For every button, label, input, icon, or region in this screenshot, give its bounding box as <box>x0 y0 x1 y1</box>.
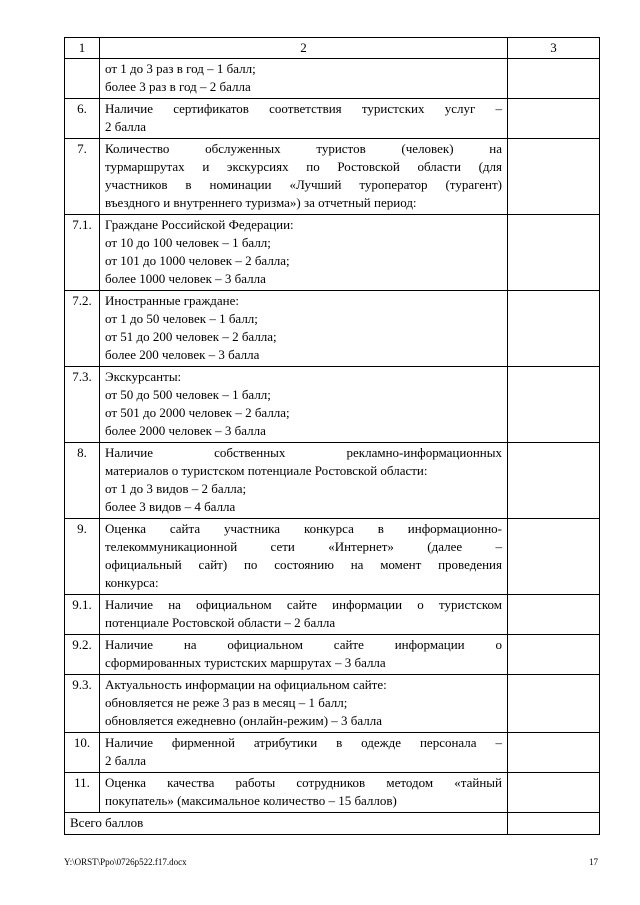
table-row <box>65 215 600 291</box>
row-number: 6. <box>65 99 100 139</box>
criterion-line: от 1 до 50 человек – 1 балл; <box>105 311 258 326</box>
criterion-line: Экскурсанты: <box>105 369 182 384</box>
table-row <box>65 595 600 635</box>
score-cell[interactable] <box>508 773 600 813</box>
row-number: 7.1. <box>65 215 100 291</box>
footer-file-path: Y:\ORST\Ppo\0726p522.f17.docx <box>64 857 187 867</box>
criterion-line: Оценка сайта участника конкурса в информационно- <box>105 521 502 536</box>
criterion-line: Оценка качества работы сотрудников методом «тайный <box>105 775 502 790</box>
criterion-line: более 3 видов – 4 балла <box>105 499 236 514</box>
criterion-line: более 2000 человек – 3 балла <box>105 423 266 438</box>
table-row <box>65 99 600 139</box>
criterion-text <box>100 595 508 635</box>
criterion-line: Наличие на официальном сайте информации о <box>105 637 502 652</box>
row-number: 7.3. <box>65 367 100 443</box>
criterion-line: от 51 до 200 человек – 2 балла; <box>105 329 277 344</box>
total-label: Всего баллов <box>65 813 508 835</box>
criterion-text <box>100 675 508 733</box>
row-number: 9.1. <box>65 595 100 635</box>
criteria-table-body <box>65 38 600 835</box>
table-row <box>65 635 600 675</box>
criterion-line: 2 балла <box>105 119 146 134</box>
criterion-text <box>100 773 508 813</box>
score-cell[interactable] <box>508 595 600 635</box>
criterion-text <box>100 99 508 139</box>
criterion-line: Актуальность информации на официальном сайте: <box>105 677 387 692</box>
criterion-line: более 1000 человек – 3 балла <box>105 271 266 286</box>
table-row <box>65 59 600 99</box>
table-row <box>65 675 600 733</box>
score-cell[interactable] <box>508 291 600 367</box>
criterion-text <box>100 139 508 215</box>
total-score-cell[interactable] <box>508 813 600 835</box>
table-row <box>65 773 600 813</box>
row-number: 8. <box>65 443 100 519</box>
header-col-2: 2 <box>100 38 508 59</box>
row-number: 11. <box>65 773 100 813</box>
criterion-line: Наличие сертификатов соответствия туристских услуг – <box>105 101 502 116</box>
table-row <box>65 519 600 595</box>
criterion-line: материалов о туристском потенциале Ростовской области: <box>105 463 428 478</box>
row-number: 9. <box>65 519 100 595</box>
score-cell[interactable] <box>508 519 600 595</box>
criterion-line: потенциале Ростовской области – 2 балла <box>105 615 336 630</box>
criterion-text <box>100 733 508 773</box>
header-col-3: 3 <box>508 38 600 59</box>
criterion-text <box>100 443 508 519</box>
score-cell[interactable] <box>508 443 600 519</box>
criterion-line: от 10 до 100 человек – 1 балл; <box>105 235 271 250</box>
criterion-line: более 200 человек – 3 балла <box>105 347 260 362</box>
criterion-line: Граждане Российской Федерации: <box>105 217 294 232</box>
criterion-line: сформированных туристских маршрутах – 3 балла <box>105 655 386 670</box>
total-row <box>65 813 600 835</box>
score-cell[interactable] <box>508 733 600 773</box>
table-row <box>65 443 600 519</box>
row-number: 9.3. <box>65 675 100 733</box>
score-cell[interactable] <box>508 367 600 443</box>
criterion-line: телекоммуникационной сети «Интернет» (далее – <box>105 539 502 554</box>
criterion-line: Наличие на официальном сайте информации о туристском <box>105 597 502 612</box>
score-cell[interactable] <box>508 215 600 291</box>
table-row <box>65 291 600 367</box>
table-row <box>65 139 600 215</box>
criterion-line: участников в номинации «Лучший туроператор (турагент) <box>105 177 502 192</box>
score-cell[interactable] <box>508 635 600 675</box>
row-number: 7.2. <box>65 291 100 367</box>
criterion-line: въездного и внутреннего туризма») за отчетный период: <box>105 195 417 210</box>
criterion-line: более 3 раз в год – 2 балла <box>105 79 251 94</box>
table-row <box>65 733 600 773</box>
row-number: 10. <box>65 733 100 773</box>
criterion-line: Наличие собственных рекламно-информационных <box>105 445 502 460</box>
criterion-line: от 50 до 500 человек – 1 балл; <box>105 387 271 402</box>
score-cell[interactable] <box>508 59 600 99</box>
criterion-line: покупатель» (максимальное количество – 15 баллов) <box>105 793 397 808</box>
criterion-line: от 501 до 2000 человек – 2 балла; <box>105 405 290 420</box>
criterion-line: официальный сайт) по состоянию на момент проведения <box>105 557 502 572</box>
criterion-text <box>100 59 508 99</box>
header-col-1: 1 <box>65 38 100 59</box>
criteria-table <box>64 37 600 835</box>
criterion-line: Количество обслуженных туристов (человек) на <box>105 141 502 156</box>
criterion-line: от 101 до 1000 человек – 2 балла; <box>105 253 290 268</box>
criterion-text <box>100 635 508 675</box>
criterion-line: Наличие фирменной атрибутики в одежде персонала – <box>105 735 502 750</box>
criterion-text <box>100 291 508 367</box>
criterion-line: обновляется не реже 3 раз в месяц – 1 балл; <box>105 695 348 710</box>
row-number <box>65 59 100 99</box>
criterion-text <box>100 367 508 443</box>
criterion-line: от 1 до 3 раз в год – 1 балл; <box>105 61 256 76</box>
criterion-line: 2 балла <box>105 753 146 768</box>
score-cell[interactable] <box>508 675 600 733</box>
table-row <box>65 367 600 443</box>
footer-page-number: 17 <box>589 857 598 867</box>
criterion-line: обновляется ежедневно (онлайн-режим) – 3 балла <box>105 713 383 728</box>
criterion-line: Иностранные граждане: <box>105 293 240 308</box>
row-number: 9.2. <box>65 635 100 675</box>
score-cell[interactable] <box>508 99 600 139</box>
criterion-text <box>100 519 508 595</box>
criterion-line: конкурса: <box>105 575 159 590</box>
criterion-line: турмаршрутах и экскурсиях по Ростовской области (для <box>105 159 502 174</box>
criterion-text <box>100 215 508 291</box>
header-row <box>65 38 600 59</box>
criterion-line: от 1 до 3 видов – 2 балла; <box>105 481 247 496</box>
row-number: 7. <box>65 139 100 215</box>
score-cell[interactable] <box>508 139 600 215</box>
